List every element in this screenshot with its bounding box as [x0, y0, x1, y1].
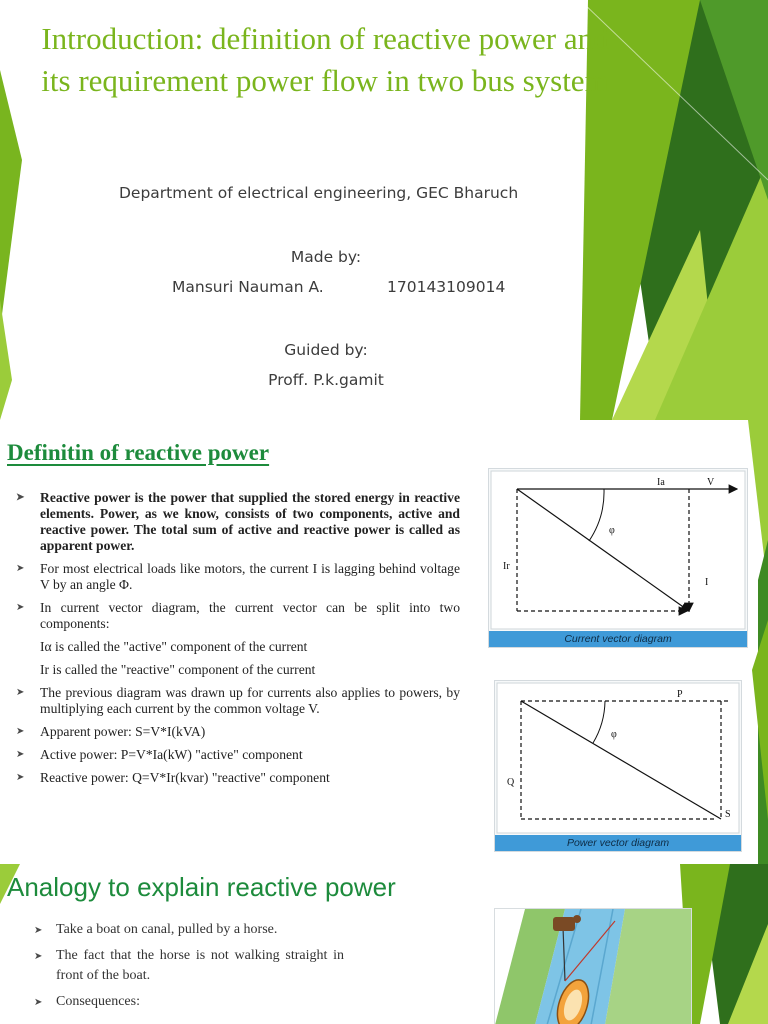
list-item: ➤ Take a boat on canal, pulled by a horse. [34, 920, 344, 940]
horse-shape [553, 917, 575, 931]
label-phi: φ [611, 729, 617, 740]
list-item: ➤ The fact that the horse is not walking straight in front of the boat. [34, 946, 344, 986]
department-text: Department of electrical engineering, GEC Bharuch [119, 184, 519, 202]
list-item: ➤ Reactive power is the power that supplied the stored energy in reactive elements. Power, as we know, consists of two components, active and reactive power. The total sum of active and reactive power is called as apparent power. [14, 490, 460, 554]
analogy-bullet-list [34, 920, 344, 1018]
label-q: Q [507, 777, 515, 788]
definition-slide [0, 420, 768, 864]
slide-heading: Analogy to explain reactive power [7, 872, 396, 902]
label-s: S [725, 809, 731, 820]
guide-name: Proff. P.k.gamit [268, 371, 384, 389]
boat-horse-illustration [494, 908, 692, 1024]
list-item: ➤ In current vector diagram, the current vector can be split into two components: [14, 600, 460, 632]
analogy-slide [0, 864, 768, 1024]
power-vector-drawing [495, 681, 741, 835]
slide-title: Introduction: definition of reactive power and its requirement power flow in two bus system [41, 21, 609, 98]
list-item: ➤ Consequences: [34, 992, 344, 1012]
author-id: 170143109014 [387, 278, 506, 296]
current-vector-diagram [488, 468, 748, 648]
figure-caption: Current vector diagram [489, 631, 747, 647]
list-item: ➤ Active power: P=V*Ia(kW) "active" component [14, 747, 460, 763]
label-phi: φ [609, 525, 615, 536]
label-ir: Ir [503, 561, 510, 572]
current-vector-drawing [489, 469, 747, 631]
guided-by-label: Guided by: [284, 341, 368, 359]
label-i: I [705, 577, 709, 588]
power-vector-diagram [494, 680, 742, 852]
author-name: Mansuri Nauman A. [172, 278, 324, 296]
figure-caption: Power vector diagram [495, 835, 741, 851]
slide-heading: Definitin of reactive power [7, 440, 270, 465]
list-item: ➤ Apparent power: S=V*I(kVA) [14, 724, 460, 740]
list-item: ➤ The previous diagram was drawn up for currents also applies to powers, by multiplying each current by the common voltage V. [14, 685, 460, 717]
list-item: ➤ Reactive power: Q=V*Ir(kvar) "reactive" component [14, 770, 460, 786]
label-v: V [707, 477, 715, 488]
label-ia: Ia [657, 477, 665, 488]
title-slide [0, 0, 768, 420]
list-item: ➤ For most electrical loads like motors, the current I is lagging behind voltage V by an angle Φ. [14, 561, 460, 593]
made-by-label: Made by: [290, 248, 362, 266]
canal-drawing [495, 909, 691, 1024]
list-item: Ir is called the "reactive" component of the current [40, 662, 316, 677]
label-p: P [677, 689, 683, 700]
definition-bullet-list [14, 490, 460, 793]
list-item: Iα is called the "active" component of the current [40, 639, 308, 654]
